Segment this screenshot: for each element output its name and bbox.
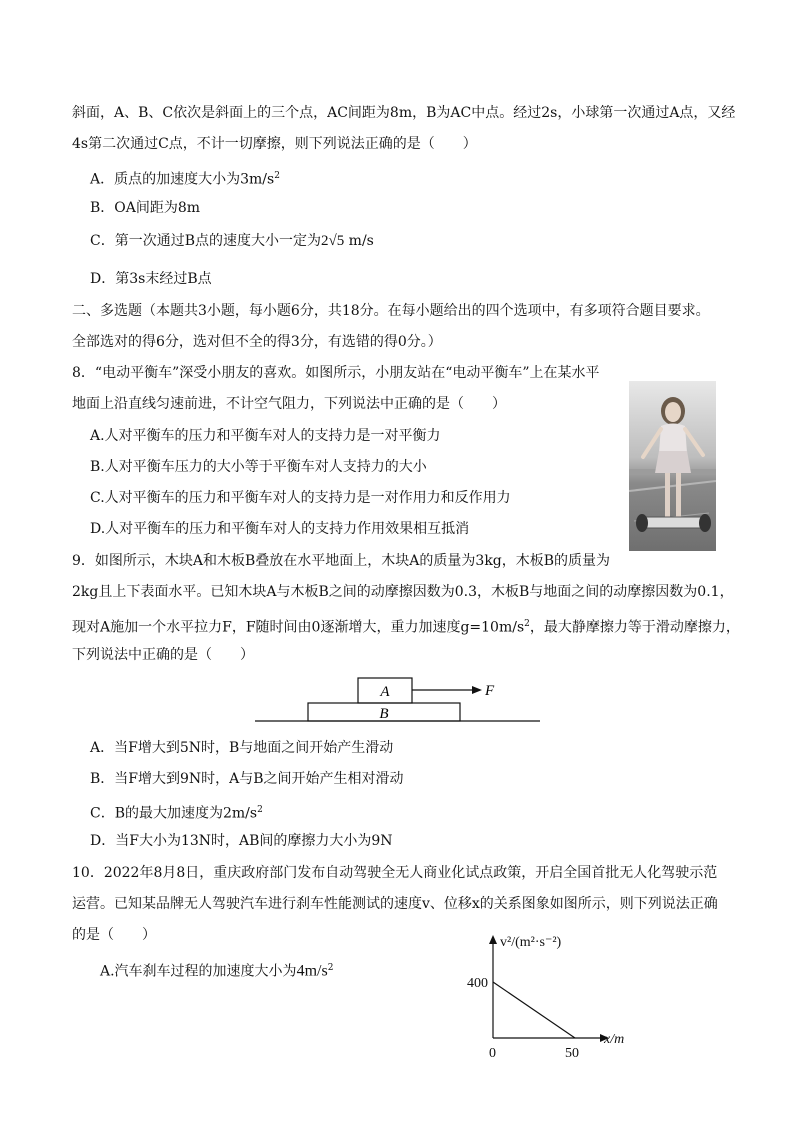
q8-option-d: D.人对平衡车的压力和平衡车对人的支持力作用效果相互抵消 (90, 521, 470, 537)
arrow-head (472, 686, 482, 694)
x-tick-label: 50 (565, 1046, 579, 1060)
force-label: F (485, 683, 495, 699)
q8-option-c: C.人对平衡车的压力和平衡车对人的支持力是一对作用力和反作用力 (90, 490, 511, 506)
q10-line3: 的是（ ） (72, 927, 156, 943)
q7-line1: 斜面，A、B、C依次是斜面上的三个点，AC间距为8m，B为AC中点。经过2s，小球第一次通过A点，又经 (72, 105, 736, 121)
q9-option-a: A．当F增大到5N时，B与地面之间开始产生滑动 (90, 740, 394, 756)
q7-option-a: A．质点的加速度大小为$3m/s^2$ (90, 171, 280, 188)
q10-line1: 10．2022年8月8日，重庆政府部门发布自动驾驶全无人商业化试点政策，开启全国首批无人化驾驶示范 (72, 865, 718, 881)
q9-option-d: D．当F大小为13N时，AB间的摩擦力大小为9N (90, 833, 393, 849)
q7-option-d: D．第3s末经过B点 (90, 271, 212, 287)
q9-line3: 现对A施加一个水平拉力F，F随时间由0逐渐增大，重力加速度$g=10m/s^2$，最大静摩擦力等于滑动摩擦力， (72, 619, 740, 636)
block-b-label: B (379, 706, 389, 722)
q9-line2: 2kg且上下表面水平。已知木块A与木板B之间的动摩擦因数为0.3，木板B与地面之间的动摩擦因数为0.1， (72, 584, 734, 600)
y-axis-label: v²/(m²·s⁻²) (500, 935, 562, 950)
sqrt-expression: 2√5 (321, 233, 345, 249)
q7-line2: 4s第二次通过C点，不计一切摩擦，则下列说法正确的是（ ） (72, 136, 477, 152)
q9-option-b: B．当F增大到9N时，A与B之间开始产生相对滑动 (90, 771, 404, 787)
q8-option-b: B.人对平衡车压力的大小等于平衡车对人支持力的大小 (90, 459, 427, 475)
section2-line2: 全部选对的得6分，选对但不全的得3分，有选错的得0分。） (72, 334, 442, 350)
origin-label: 0 (489, 1046, 496, 1060)
q8-line1: 8．“电动平衡车”深受小朋友的喜欢。如图所示，小朋友站在“电动平衡车”上在某水平 (72, 365, 600, 381)
y-tick-label: 400 (467, 976, 488, 991)
q10-line2: 运营。已知某品牌无人驾驶汽车进行刹车性能测试的速度v、位移x的关系图象如图所示，则下列说法正确 (72, 896, 718, 912)
balance-scooter-photo (629, 381, 716, 551)
q9-option-c: C．B的最大加速度为$2m/s^2$ (90, 805, 263, 822)
q9-line4: 下列说法中正确的是（ ） (72, 647, 254, 663)
q7-option-b: B．OA间距为8m (90, 200, 201, 216)
y-axis-arrow (489, 935, 497, 944)
series-line (493, 982, 575, 1038)
block-diagram (250, 674, 550, 724)
q8-line2: 地面上沿直线匀速前进，不计空气阻力，下列说法中正确的是（ ） (72, 396, 506, 412)
x-axis-label: x/m (604, 1032, 625, 1047)
q10-option-a: A.汽车刹车过程的加速度大小为$4m/s^2$ (100, 962, 334, 980)
v2-x-graph (462, 930, 632, 1060)
q7-option-c: C．第一次通过B点的速度大小一定为2√5 m/s (90, 233, 374, 249)
q9-line1: 9．如图所示，木块A和木板B叠放在水平地面上，木块A的质量为3kg，木板B的质量为 (72, 553, 611, 569)
q8-option-a: A.人对平衡车的压力和平衡车对人的支持力是一对平衡力 (90, 428, 441, 444)
block-a-label: A (380, 684, 390, 700)
section2-line1: 二、多选题（本题共3小题，每小题6分，共18分。在每小题给出的四个选项中，有多项符合题目要求。 (72, 303, 710, 319)
